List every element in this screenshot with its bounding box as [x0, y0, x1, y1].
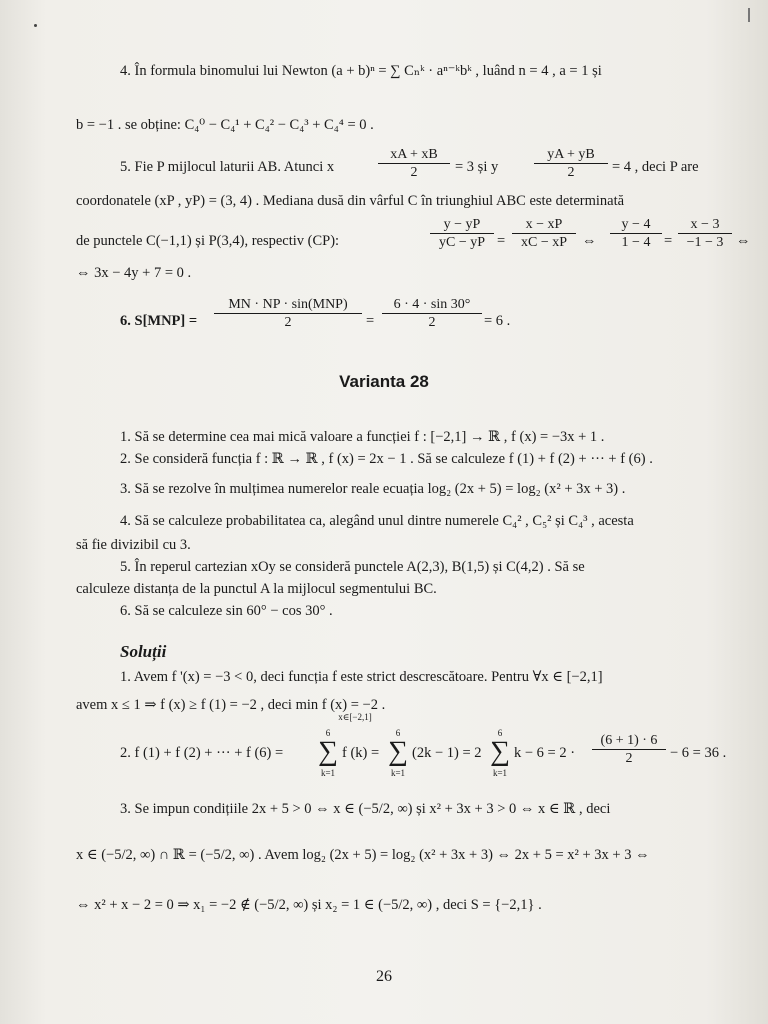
problem-5-line1: 5. În reperul cartezian xOy se consideră punctele A(2,3), B(1,5) și C(4,2) . Să se: [120, 559, 585, 575]
sum-icon: ∑: [318, 736, 338, 767]
solution-3-line3: ⇔ x² + x − 2 = 0 ⇒ x₁ = −2 ∉ (−5/2, ∞) și x₂ = 1 ∈ (−5/2, ∞) , deci S = {−2,1} .: [76, 897, 542, 913]
sum-lower-limit: k=1: [390, 768, 406, 778]
solution-2-part-b: f (k) =: [342, 745, 380, 761]
sum-upper-limit: 6: [325, 728, 331, 738]
solution-3-line2: x ∈ (−5/2, ∞) ∩ ℝ = (−5/2, ∞) . Avem log₂ (2x + 5) = log₂ (x² + 3x + 3) ⇔ 2x + 5 = x² + 3x + 3 ⇔: [76, 847, 650, 863]
prev-item6-fraction-1: MN · NP · sin(MNP) 2: [214, 296, 362, 331]
sum-icon: ∑: [388, 736, 408, 767]
prev-item6-fraction-2: $\frac{6 \cdot 4 \cdot \sin 30^\circ}{2}$: [382, 296, 482, 331]
solution-2-part-d: k − 6 = 2 ·: [514, 745, 576, 761]
solutions-title: Soluții: [120, 642, 167, 661]
prev-item5-line1b: = 3 și y: [455, 159, 499, 175]
solution-2-fraction: $\frac{(6 + 1) \cdot 6}{2}$: [592, 732, 666, 767]
prev-item5-fraction-2: $\frac{x - xP}{xC - xP}$: [512, 216, 576, 251]
prev-item5-line1c: = 4 , deci P are: [612, 159, 699, 175]
solution-1-line1: 1. Avem f '(x) = −3 < 0, deci funcția f este strict descrescătoare. Pentru ∀x ∈ [−2,1]: [120, 669, 603, 685]
sum-icon: ∑: [490, 736, 510, 767]
equals-sign: =: [664, 233, 673, 249]
equals-sign: =: [497, 233, 506, 249]
sum-lower-limit: k=1: [492, 768, 508, 778]
solution-2-part-e: − 6 = 36 .: [670, 745, 727, 761]
page-number: 26: [376, 968, 392, 985]
equals-sign: =: [366, 313, 375, 329]
prev-item5-line3: de punctele C(−1,1) și P(3,4), respectiv (CP):: [76, 233, 340, 249]
prev-item4-line1: 4. În formula binomului lui Newton (a + b)ⁿ = ∑ Cₙᵏ · aⁿ⁻ᵏbᵏ , luând n = 4 , a = 1 și: [120, 63, 602, 79]
prev-item5-fraction-x: $\frac{xA + xB}{2}$: [378, 146, 450, 181]
problem-4-line2: să fie divizibil cu 3.: [76, 537, 191, 553]
solution-3-line1: 3. Se impun condițiile 2x + 5 > 0 ⇔ x ∈ (−5/2, ∞) și x² + 3x + 3 > 0 ⇔ x ∈ ℝ , deci: [120, 801, 611, 817]
prev-item4-line2: b = −1 . se obține: C₄⁰ − C₄¹ + C₄² − C₄³ + C₄⁴ = 0 .: [76, 117, 374, 133]
equivalence-sign: ⇔: [582, 233, 597, 249]
problem-5-line2: calculeze distanța de la punctul A la mijlocul segmentului BC.: [76, 581, 437, 597]
min-subscript: x∈[−2,1]: [338, 712, 372, 722]
prev-item5-fraction-y: $\frac{yA + yB}{2}$: [534, 146, 608, 181]
sum-upper-limit: 6: [395, 728, 401, 738]
prev-item5-fraction-3: $\frac{y - 4}{1 - 4}$: [610, 216, 662, 251]
problem-4-line1: 4. Să se calculeze probabilitatea ca, alegând unul dintre numerele C₄² , C₅² și C₄³ , acesta: [120, 513, 634, 529]
problem-1: 1. Să se determine cea mai mică valoare a funcției f : [−2,1] → ℝ , f (x) = −3x + 1 .: [120, 429, 605, 445]
problem-6: 6. Să se calculeze sin 60° − cos 30° .: [120, 603, 333, 619]
problem-2: 2. Se consideră funcția f : ℝ → ℝ , f (x) = 2x − 1 . Să se calculeze f (1) + f (2) + ··· + f (6) .: [120, 451, 653, 467]
solution-2-part-c: (2k − 1) = 2: [412, 745, 482, 761]
prev-item5-fraction-1: $\frac{y - yP}{yC - yP}$: [430, 216, 494, 251]
sum-upper-limit: 6: [497, 728, 503, 738]
problem-3: 3. Să se rezolve în mulțimea numerelor reale ecuația log₂ (2x + 5) = log₂ (x² + 3x + 3) .: [120, 481, 626, 497]
scan-speck: [34, 24, 37, 27]
solution-2-part-a: 2. f (1) + f (2) + ··· + f (6) =: [120, 745, 284, 761]
sum-lower-limit: k=1: [320, 768, 336, 778]
prev-item5-line4: ⇔ 3x − 4y + 7 = 0 .: [76, 265, 192, 281]
prev-item5-fraction-4: $\frac{x - 3}{-1 - 3}$: [678, 216, 732, 251]
solution-1-line2: avem x ≤ 1 ⇒ f (x) ≥ f (1) = −2 , deci min f (x) = −2 .: [76, 697, 386, 713]
scan-mark: [748, 8, 750, 22]
prev-item5-line2: coordonatele (xP , yP) = (3, 4) . Mediana dusă din vârful C în triunghiul ABC este determinată: [76, 193, 625, 209]
prev-item6-label: 6. S[MNP] =: [120, 313, 198, 329]
prev-item5-line1a: 5. Fie P mijlocul laturii AB. Atunci x: [120, 159, 335, 175]
variant-title: Varianta 28: [339, 372, 429, 391]
equivalence-sign: ⇔: [736, 233, 751, 249]
prev-item6-result: = 6 .: [484, 313, 511, 329]
